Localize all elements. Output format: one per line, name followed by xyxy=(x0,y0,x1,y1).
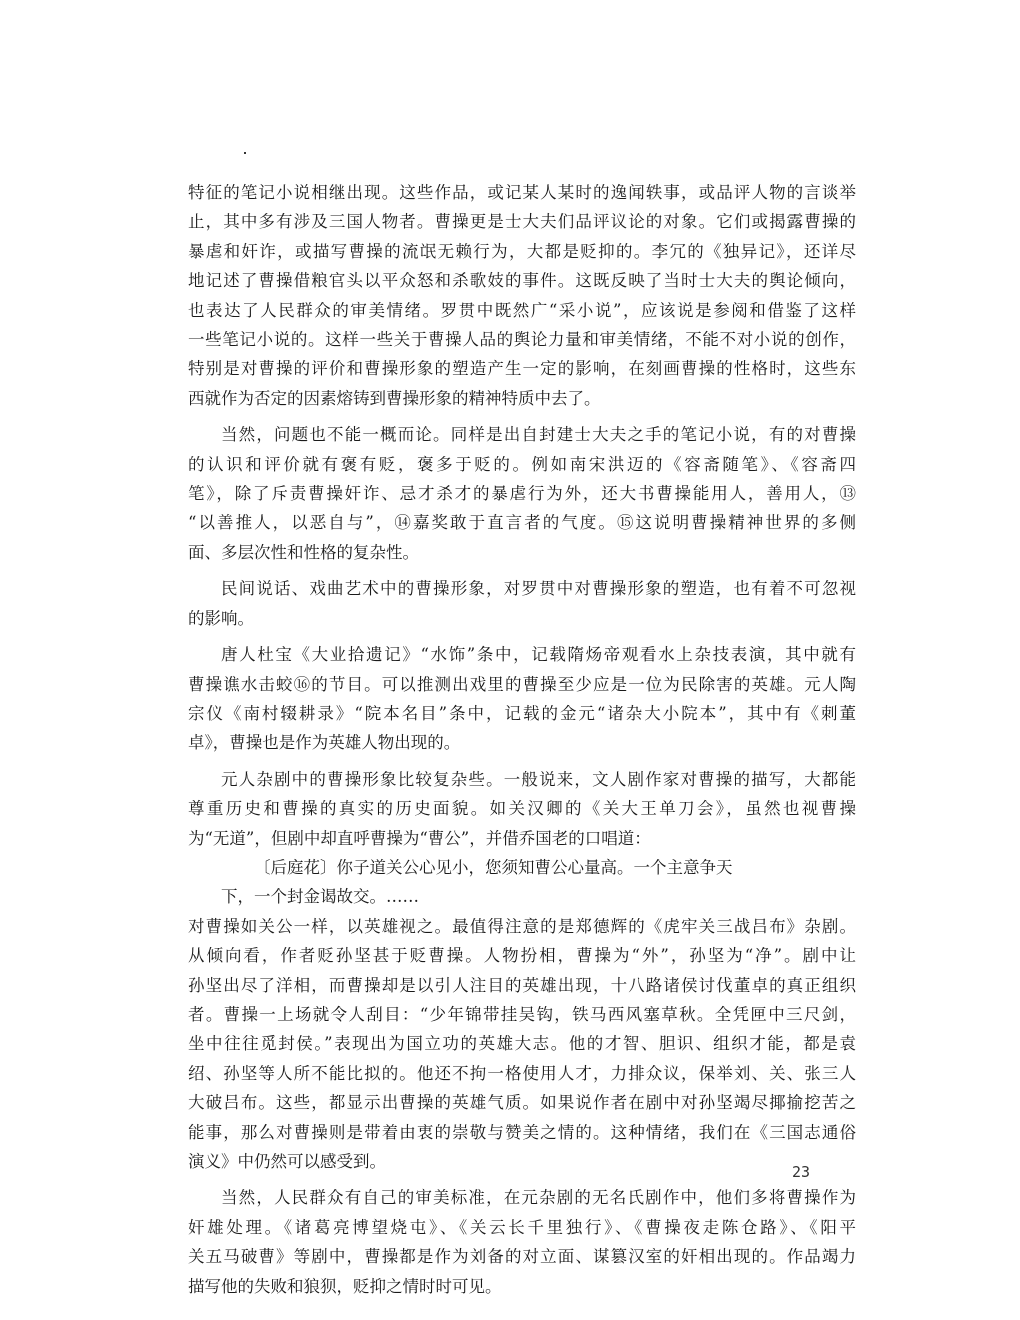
text-line: 绍、孙坚等人所不能比拟的。他还不拘一格使用人才，力排众议，保举刘、关、张三人 xyxy=(188,1063,856,1083)
paragraph xyxy=(188,574,856,633)
text-line: 元人杂剧中的曹操形象比较复杂些。一般说来，文人剧作家对曹操的描写，大都能 xyxy=(221,769,856,789)
text-line: 的影响。 xyxy=(188,608,254,628)
document-body xyxy=(188,178,856,1301)
text-line: 从倾向看，作者贬孙坚甚于贬曹操。人物扮相，曹操为“外”，孙坚为“净”。剧中让 xyxy=(188,946,856,966)
text-line: 一些笔记小说的。这样一些关于曹操人品的舆论力量和审美情绪，不能不对小说的创作， xyxy=(188,330,856,350)
text-line: 止，其中多有涉及三国人物者。曹操更是士大夫们品评议论的对象。它们或揭露曹操的 xyxy=(188,212,856,232)
text-line: 者。曹操一上场就令人刮目：“少年锦带挂吴钩，铁马西风塞草秋。全凭匣中三尺剑， xyxy=(188,1004,856,1024)
paragraph xyxy=(188,765,856,853)
text-line: 西就作为否定的因素熔铸到曹操形象的精神特质中去了。 xyxy=(188,388,601,408)
text-line: 面、多层次性和性格的复杂性。 xyxy=(188,542,419,562)
text-line: 唐人杜宝《大业拾遗记》“水饰”条中，记载隋炀帝观看水上杂技表演，其中就有 xyxy=(221,645,856,665)
text-line: 〔后庭花〕你子道关公心见小，您须知曹公心量高。一个主意争天 xyxy=(254,857,733,877)
text-line: 能事，那么对曹操则是带着由衷的崇敬与赞美之情的。这种情绪，我们在《三国志通俗 xyxy=(188,1122,856,1142)
text-line: 特别是对曹操的评价和曹操形象的塑造产生一定的影响，在刻画曹操的性格时，这些东 xyxy=(188,359,856,379)
text-line: 笔》，除了斥责曹操奸诈、忌才杀才的暴虐行为外，还大书曹操能用人，善用人，⑬ xyxy=(188,484,856,504)
text-line: 特征的笔记小说相继出现。这些作品，或记某人某时的逸闻轶事，或品评人物的言谈举 xyxy=(188,183,856,202)
text-line: 地记述了曹操借粮官头以平众怒和杀歌妓的事件。这既反映了当时士大夫的舆论倾向， xyxy=(188,271,856,291)
text-line: 对曹操如关公一样，以英雄视之。最值得注意的是郑德辉的《虎牢关三战吕布》杂剧。 xyxy=(188,916,856,936)
paragraph xyxy=(188,420,856,567)
text-line: 的认识和评价就有褒有贬，褒多于贬的。例如南宋洪迈的《容斋随笔》、《容斋四 xyxy=(188,454,856,474)
text-line: 孙坚出尽了洋相，而曹操却是以引人注目的英雄出现，十八路诸侯讨伐董卓的真正组织 xyxy=(188,975,856,995)
text-line: “以善推人，以恶自与”，⑭嘉奖敢于直言者的气度。⑮这说明曹操精神世界的多侧 xyxy=(188,513,856,533)
text-line: 为“无道”，但剧中却直呼曹操为“曹公”，并借乔国老的口唱道： xyxy=(188,828,651,848)
text-line: 曹操谯水击蛟⑯的节目。可以推测出戏里的曹操至少应是一位为民除害的英雄。元人陶 xyxy=(188,674,856,694)
text-line: 尊重历史和曹操的真实的历史面貌。如关汉卿的《关大王单刀会》，虽然也视曹操 xyxy=(188,799,856,819)
text-line: 暴虐和奸诈，或描写曹操的流氓无赖行为，大都是贬抑的。李冗的《独异记》，还详尽 xyxy=(188,241,856,261)
text-line: 当然，问题也不能一概而论。同样是出自封建士大夫之手的笔记小说，有的对曹操 xyxy=(221,425,856,445)
paragraph xyxy=(188,640,856,758)
quotation-block xyxy=(188,853,856,912)
text-line: 民间说话、戏曲艺术中的曹操形象，对罗贯中对曹操形象的塑造，也有着不可忽视 xyxy=(221,579,856,599)
text-line: 坐中往往觅封侯。”表现出为国立功的英雄大志。他的才智、胆识、组织才能，都是袁 xyxy=(188,1034,856,1054)
page-number: 23 xyxy=(792,1163,811,1181)
text-line: 卓》，曹操也是作为英雄人物出现的。 xyxy=(188,733,461,753)
text-line: 也表达了人民群众的审美情绪。罗贯中既然广“采小说”，应该说是参阅和借鉴了这样 xyxy=(188,300,856,320)
text-line: 宗仪《南村辍耕录》“院本名目”条中，记载的金元“诸杂大小院本”，其中有《刺董 xyxy=(188,703,856,723)
text-line: 演义》中仍然可以感受到。 xyxy=(188,1152,386,1171)
text-line: 当然，人民群众有自己的审美标准，在元杂剧的无名氏剧作中，他们多将曹操作为 xyxy=(221,1188,856,1208)
text-line: 奸雄处理。《诸葛亮博望烧屯》、《关云长千里独行》、《曹操夜走陈仓路》、《阳平 xyxy=(188,1217,856,1237)
text-line: 下，一个封金谒故交。…… xyxy=(221,887,419,907)
text-line: 描写他的失败和狼狈，贬抑之情时时可见。 xyxy=(188,1276,502,1296)
stray-mark xyxy=(244,152,246,154)
text-line: 关五马破曹》等剧中，曹操都是作为刘备的对立面、谋篡汉室的奸相出现的。作品竭力 xyxy=(188,1247,856,1267)
paragraph xyxy=(188,1183,856,1301)
paragraph xyxy=(188,912,856,1177)
paragraph xyxy=(188,178,856,413)
text-line: 大破吕布。这些，都显示出曹操的英雄气质。如果说作者在剧中对孙坚竭尽揶揄挖苦之 xyxy=(188,1093,856,1113)
